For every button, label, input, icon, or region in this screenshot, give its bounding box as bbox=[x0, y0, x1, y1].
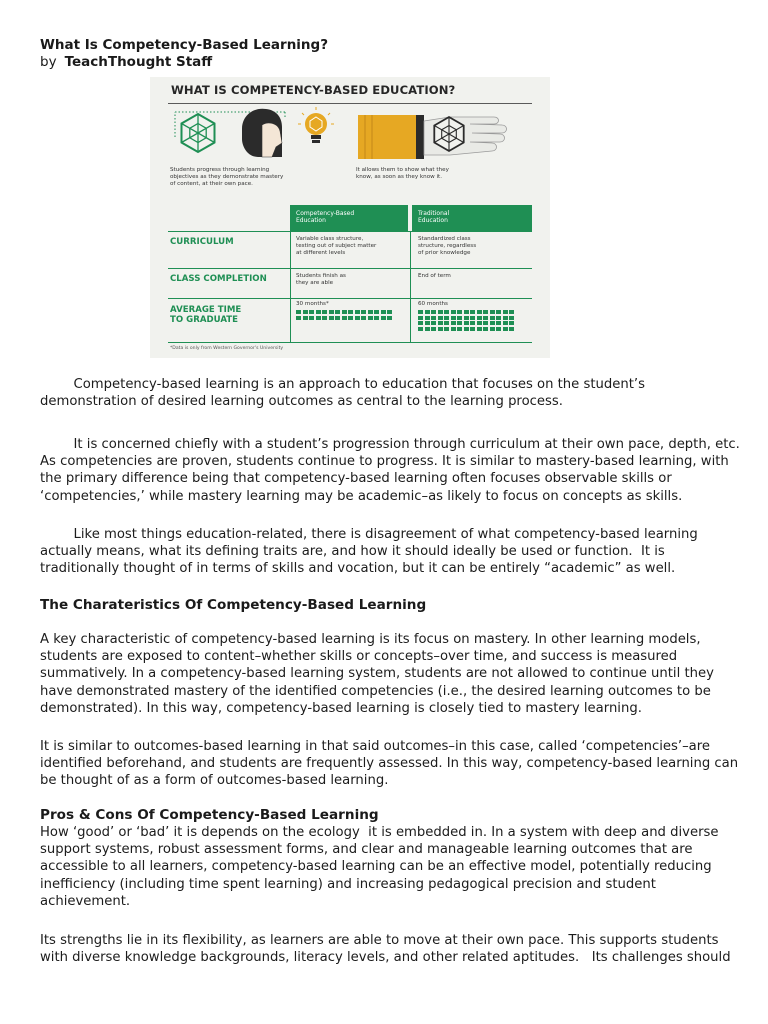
month-block bbox=[431, 310, 436, 314]
cell-line: 60 months bbox=[418, 301, 448, 307]
data-footnote: *Data is only from Western Governor's University bbox=[170, 346, 284, 351]
infographic bbox=[150, 77, 550, 358]
month-block bbox=[451, 321, 456, 325]
month-block bbox=[509, 310, 514, 314]
month-block bbox=[374, 310, 379, 314]
month-block bbox=[438, 310, 443, 314]
month-block bbox=[425, 316, 430, 320]
month-block bbox=[387, 316, 392, 320]
month-block bbox=[348, 316, 353, 320]
row-label-curriculum bbox=[170, 237, 234, 247]
month-block bbox=[470, 321, 475, 325]
month-block bbox=[425, 327, 430, 331]
row-label-average-time bbox=[170, 305, 241, 325]
month-block bbox=[355, 310, 360, 314]
paragraph-line: students are exposed to content–whether skills or concepts–over time, and success is measured bbox=[40, 649, 678, 665]
paragraph-line: traditionally thought of in terms of skills and vocation, but it can be entirely “academic” as well. bbox=[40, 561, 676, 577]
paragraph-line: ‘competencies,’ while mastery learning may be academic–as likely to focus on concepts as skills. bbox=[40, 488, 683, 504]
month-block bbox=[322, 310, 327, 314]
paragraph-line: How ‘good’ or ‘bad’ it is depends on the ecology it is embedded in. In a system with deep and diverse bbox=[40, 825, 719, 840]
month-block bbox=[329, 316, 334, 320]
table-divider bbox=[168, 342, 532, 343]
row-label-class-completion bbox=[170, 274, 267, 284]
month-block bbox=[431, 321, 436, 325]
hexagon-held-icon bbox=[434, 117, 463, 151]
month-block bbox=[509, 321, 514, 325]
month-block bbox=[381, 316, 386, 320]
month-block bbox=[418, 316, 423, 320]
cell-time-competency bbox=[296, 301, 329, 308]
paragraph-line: It is similar to outcomes-based learning in that said outcomes–in this case, called ‘competencies’–are bbox=[40, 739, 711, 754]
cell-line: at different levels bbox=[296, 250, 346, 256]
paragraph bbox=[40, 631, 714, 717]
caption-left-line: objectives as they demonstrate mastery bbox=[170, 174, 284, 180]
caption-right bbox=[356, 167, 449, 181]
paragraph bbox=[40, 526, 698, 578]
month-block bbox=[329, 310, 334, 314]
header-traditional bbox=[412, 205, 532, 231]
caption-left bbox=[170, 167, 283, 188]
section-heading-pros-cons: Pros & Cons Of Competency-Based Learning bbox=[40, 807, 379, 823]
lightbulb-icon bbox=[298, 107, 334, 143]
month-block bbox=[483, 316, 488, 320]
caption-right-line: It allows them to show what they bbox=[356, 167, 449, 173]
month-block bbox=[309, 310, 314, 314]
month-block bbox=[335, 316, 340, 320]
table-column-divider bbox=[410, 231, 411, 342]
month-block bbox=[444, 310, 449, 314]
cell-curriculum-competency bbox=[296, 236, 376, 257]
month-block bbox=[431, 316, 436, 320]
month-block bbox=[368, 316, 373, 320]
month-block bbox=[381, 310, 386, 314]
row-label-line: CLASS COMPLETION bbox=[170, 274, 267, 284]
month-block bbox=[425, 321, 430, 325]
month-block bbox=[431, 327, 436, 331]
month-block bbox=[464, 327, 469, 331]
paragraph bbox=[40, 436, 740, 505]
month-block bbox=[457, 316, 462, 320]
cell-curriculum-traditional bbox=[418, 236, 476, 257]
paragraph bbox=[40, 824, 718, 910]
months-grid-traditional bbox=[418, 310, 514, 331]
month-block bbox=[477, 321, 482, 325]
month-block bbox=[477, 316, 482, 320]
cell-completion-traditional bbox=[418, 273, 451, 280]
cell-line: structure, regardless bbox=[418, 243, 477, 249]
paragraph-line: A key characteristic of competency-based learning is its focus on mastery. In other learning models, bbox=[40, 632, 701, 647]
month-block bbox=[503, 310, 508, 314]
month-block bbox=[296, 310, 301, 314]
month-block bbox=[509, 316, 514, 320]
month-block bbox=[438, 321, 443, 325]
month-block bbox=[296, 316, 301, 320]
month-block bbox=[438, 327, 443, 331]
cell-line: they are able bbox=[296, 280, 334, 286]
byline-prefix: by bbox=[40, 54, 57, 70]
month-block bbox=[483, 310, 488, 314]
month-block bbox=[470, 316, 475, 320]
cell-line: testing out of subject matter bbox=[296, 243, 377, 249]
month-block bbox=[470, 327, 475, 331]
month-block bbox=[503, 316, 508, 320]
paragraph-line: inefficiency (including time spent learning) and increasing pedagogical precision and student bbox=[40, 876, 656, 892]
month-block bbox=[309, 316, 314, 320]
month-block bbox=[438, 316, 443, 320]
month-block bbox=[457, 327, 462, 331]
paragraph-line: achievement. bbox=[40, 893, 131, 909]
month-block bbox=[496, 310, 501, 314]
month-block bbox=[348, 310, 353, 314]
paragraph-line: Competency-based learning is an approach to education that focuses on the student’s bbox=[40, 377, 645, 392]
section-heading-characteristics: The Charateristics Of Competency-Based Learning bbox=[40, 597, 427, 613]
month-block bbox=[335, 310, 340, 314]
month-block bbox=[355, 316, 360, 320]
month-block bbox=[303, 310, 308, 314]
table-column-divider bbox=[290, 231, 291, 342]
month-block bbox=[444, 316, 449, 320]
paragraph-line: actually means, what its defining traits are, and how it should ideally be used or function. It is bbox=[40, 544, 665, 560]
paragraph-line: be thought of as a form of outcomes-based learning. bbox=[40, 773, 389, 789]
row-label-line: TO GRADUATE bbox=[170, 315, 239, 325]
cell-completion-competency bbox=[296, 273, 346, 287]
month-block bbox=[418, 327, 423, 331]
paragraph bbox=[40, 738, 738, 790]
month-block bbox=[457, 321, 462, 325]
month-block bbox=[361, 310, 366, 314]
paragraph bbox=[40, 376, 645, 410]
month-block bbox=[503, 321, 508, 325]
month-block bbox=[490, 327, 495, 331]
paragraph-line: with diverse knowledge backgrounds, literacy levels, and other related aptitudes. Its challenges should bbox=[40, 950, 731, 966]
month-block bbox=[418, 310, 423, 314]
month-block bbox=[503, 327, 508, 331]
paragraph-line: summatively. In a competency-based learning system, students are not allowed to continue until they bbox=[40, 666, 714, 682]
month-block bbox=[490, 310, 495, 314]
months-grid-competency bbox=[296, 310, 392, 320]
month-block bbox=[451, 327, 456, 331]
hexagon-icon bbox=[182, 114, 215, 152]
month-block bbox=[425, 310, 430, 314]
paragraph-line: It is concerned chiefly with a student’s progression through curriculum at their own pace, depth, etc. bbox=[40, 437, 740, 452]
infographic-title: WHAT IS COMPETENCY-BASED EDUCATION? bbox=[171, 83, 456, 97]
cell-line: Variable class structure, bbox=[296, 236, 364, 242]
header-line: Education bbox=[296, 217, 326, 224]
month-block bbox=[444, 327, 449, 331]
paragraph-line: demonstrated). In this way, competency-based learning is closely tied to mastery learning. bbox=[40, 700, 642, 716]
month-block bbox=[477, 327, 482, 331]
month-block bbox=[490, 316, 495, 320]
month-block bbox=[322, 316, 327, 320]
table-divider bbox=[168, 268, 532, 269]
month-block bbox=[451, 310, 456, 314]
paragraph-line: the primary difference being that competency-based learning often focuses observable skills or bbox=[40, 471, 672, 487]
header-line: Education bbox=[418, 217, 448, 224]
month-block bbox=[490, 321, 495, 325]
month-block bbox=[316, 316, 321, 320]
table-divider bbox=[168, 231, 532, 232]
month-block bbox=[477, 310, 482, 314]
paragraph-line: Like most things education-related, there is disagreement of what competency-based learning bbox=[40, 527, 698, 542]
month-block bbox=[483, 327, 488, 331]
paragraph-line: support systems, robust assessment forms, and clear and manageable learning outcomes that are bbox=[40, 842, 693, 858]
month-block bbox=[464, 321, 469, 325]
document-title: What Is Competency-Based Learning? bbox=[40, 37, 329, 53]
cell-line: of prior knowledge bbox=[418, 250, 471, 256]
month-block bbox=[418, 321, 423, 325]
cell-line: Students finish as bbox=[296, 273, 346, 279]
month-block bbox=[361, 316, 366, 320]
paragraph-line: accessible to all learners, competency-based learning can be an effective model, potentially reducing bbox=[40, 859, 712, 875]
author-name: TeachThought Staff bbox=[64, 54, 213, 70]
month-block bbox=[509, 327, 514, 331]
month-block bbox=[464, 310, 469, 314]
month-block bbox=[444, 321, 449, 325]
row-label-line: AVERAGE TIME bbox=[170, 305, 242, 315]
month-block bbox=[451, 316, 456, 320]
caption-left-line: Students progress through learning bbox=[170, 167, 270, 173]
cell-line: Standardized class bbox=[418, 236, 471, 242]
month-block bbox=[483, 321, 488, 325]
month-block bbox=[342, 310, 347, 314]
student-head-icon bbox=[242, 109, 282, 157]
cell-time-traditional bbox=[418, 301, 448, 308]
month-block bbox=[496, 321, 501, 325]
paragraph-line: identified beforehand, and students are frequently assessed. In this way, competency-based learning can bbox=[40, 756, 739, 772]
month-block bbox=[496, 316, 501, 320]
header-line: Traditional bbox=[418, 210, 450, 217]
comparison-table bbox=[168, 205, 532, 356]
paragraph-line: As competencies are proven, students continue to progress. It is similar to mastery-based learning, with bbox=[40, 454, 729, 470]
caption-right-line: know, as soon as they know it. bbox=[356, 174, 443, 180]
paragraph-line: demonstration of desired learning outcomes as central to the learning process. bbox=[40, 394, 563, 410]
month-block bbox=[387, 310, 392, 314]
header-line: Competency-Based bbox=[296, 210, 355, 217]
sleeve-arm-icon bbox=[358, 115, 424, 159]
month-block bbox=[342, 316, 347, 320]
paragraph-line: have demonstrated mastery of the identified competencies (i.e., the desired learning outcomes to be bbox=[40, 683, 711, 699]
month-block bbox=[464, 316, 469, 320]
paragraph-line: Its strengths lie in its flexibility, as learners are able to move at their own pace. This supports students bbox=[40, 933, 719, 948]
cell-line: End of term bbox=[418, 273, 451, 279]
month-block bbox=[316, 310, 321, 314]
cell-line: 30 months* bbox=[296, 301, 329, 307]
table-divider bbox=[168, 298, 532, 299]
paragraph bbox=[40, 932, 731, 966]
month-block bbox=[374, 316, 379, 320]
month-block bbox=[470, 310, 475, 314]
byline bbox=[40, 54, 212, 70]
month-block bbox=[368, 310, 373, 314]
month-block bbox=[303, 316, 308, 320]
row-label-line: CURRICULUM bbox=[170, 237, 234, 247]
caption-left-line: of content, at their own pace. bbox=[170, 181, 253, 187]
month-block bbox=[457, 310, 462, 314]
header-competency-based bbox=[290, 205, 408, 231]
month-block bbox=[496, 327, 501, 331]
